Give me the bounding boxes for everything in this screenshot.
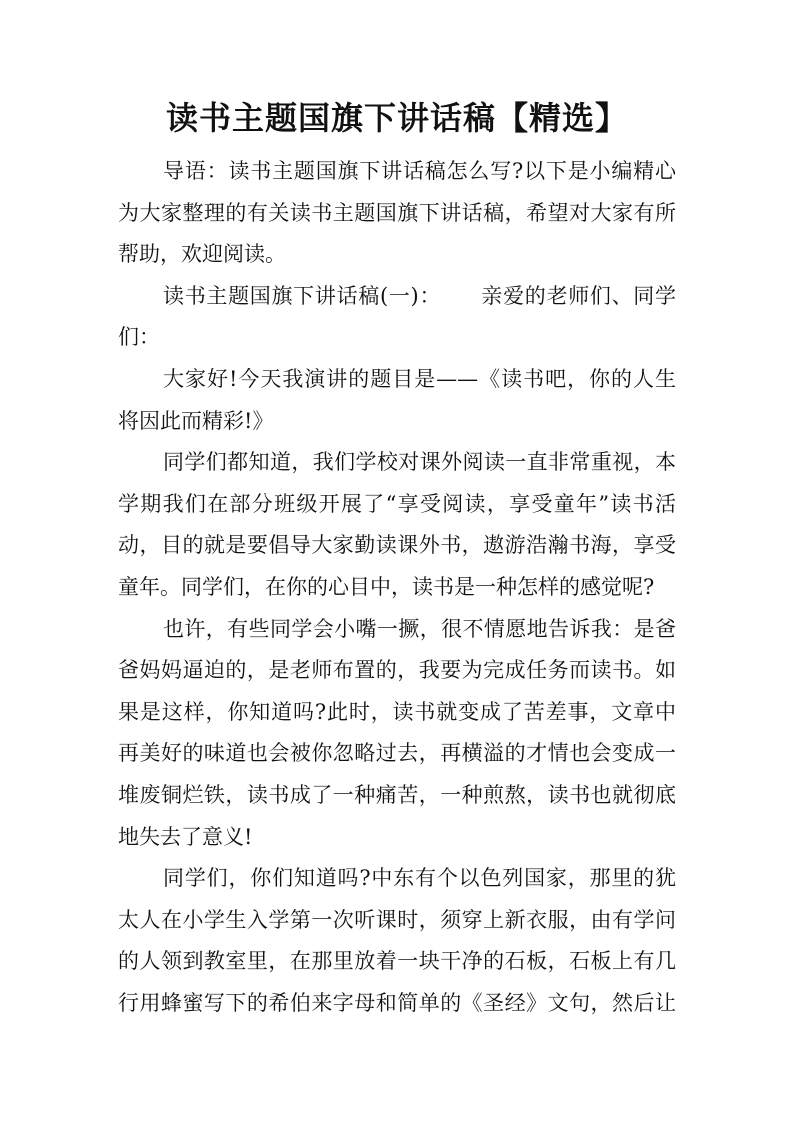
paragraph-line: 也许，有些同学会小嘴一撅，很不情愿地告诉我：是爸 xyxy=(163,616,676,641)
document-body xyxy=(118,151,676,1024)
paragraph-line: 童年。同学们，在你的心目中，读书是一种怎样的感觉呢? xyxy=(118,574,655,599)
paragraph-line: 学期我们在部分班级开展了“享受阅读，享受童年”读书活 xyxy=(118,491,676,516)
paragraph xyxy=(118,276,676,359)
paragraph-line: 的人领到教室里，在那里放着一块干净的石板，石板上有几 xyxy=(118,949,676,974)
paragraph-line: 同学们，你们知道吗?中东有个以色列国家，那里的犹 xyxy=(163,866,676,891)
paragraph xyxy=(118,359,676,442)
paragraph-line: 将因此而精彩!》 xyxy=(118,408,274,433)
document-title: 读书主题国旗下讲话稿【精选】 xyxy=(165,99,628,137)
paragraph-line: 帮助，欢迎阅读。 xyxy=(118,242,286,267)
paragraph-line: 动，目的就是要倡导大家勤读课外书，遨游浩瀚书海，享受 xyxy=(118,533,676,558)
paragraph xyxy=(118,442,676,608)
paragraph-line: 们： xyxy=(118,325,160,350)
paragraph-line: 大家好!今天我演讲的题目是——《读书吧，你的人生 xyxy=(163,366,676,391)
paragraph xyxy=(118,609,676,859)
paragraph-line: 爸妈妈逼迫的，是老师布置的，我要为完成任务而读书。如 xyxy=(118,658,676,683)
paragraph-line: 果是这样，你知道吗?此时，读书就变成了苦差事，文章中 xyxy=(118,699,676,724)
paragraph-line: 同学们都知道，我们学校对课外阅读一直非常重视，本 xyxy=(163,450,676,475)
paragraph-line: 再美好的味道也会被你忽略过去，再横溢的才情也会变成一 xyxy=(118,741,676,766)
paragraph-line: 行用蜂蜜写下的希伯来字母和简单的《圣经》文句，然后让 xyxy=(118,990,676,1015)
paragraph-line: 太人在小学生入学第一次听课时，须穿上新衣服，由有学问 xyxy=(118,907,676,932)
paragraph xyxy=(118,858,676,1024)
paragraph-line: 导语：读书主题国旗下讲话稿怎么写?以下是小编精心 xyxy=(163,159,676,183)
paragraph-line: 读书主题国旗下讲话稿(一)： 亲爱的老师们、同学 xyxy=(163,283,676,308)
paragraph-line: 为大家整理的有关读书主题国旗下讲话稿，希望对大家有所 xyxy=(118,200,676,225)
paragraph-line: 堆废铜烂铁，读书成了一种痛苦，一种煎熬，读书也就彻底 xyxy=(118,782,676,807)
paragraph xyxy=(118,151,676,276)
paragraph-line: 地失去了意义! xyxy=(118,824,253,849)
